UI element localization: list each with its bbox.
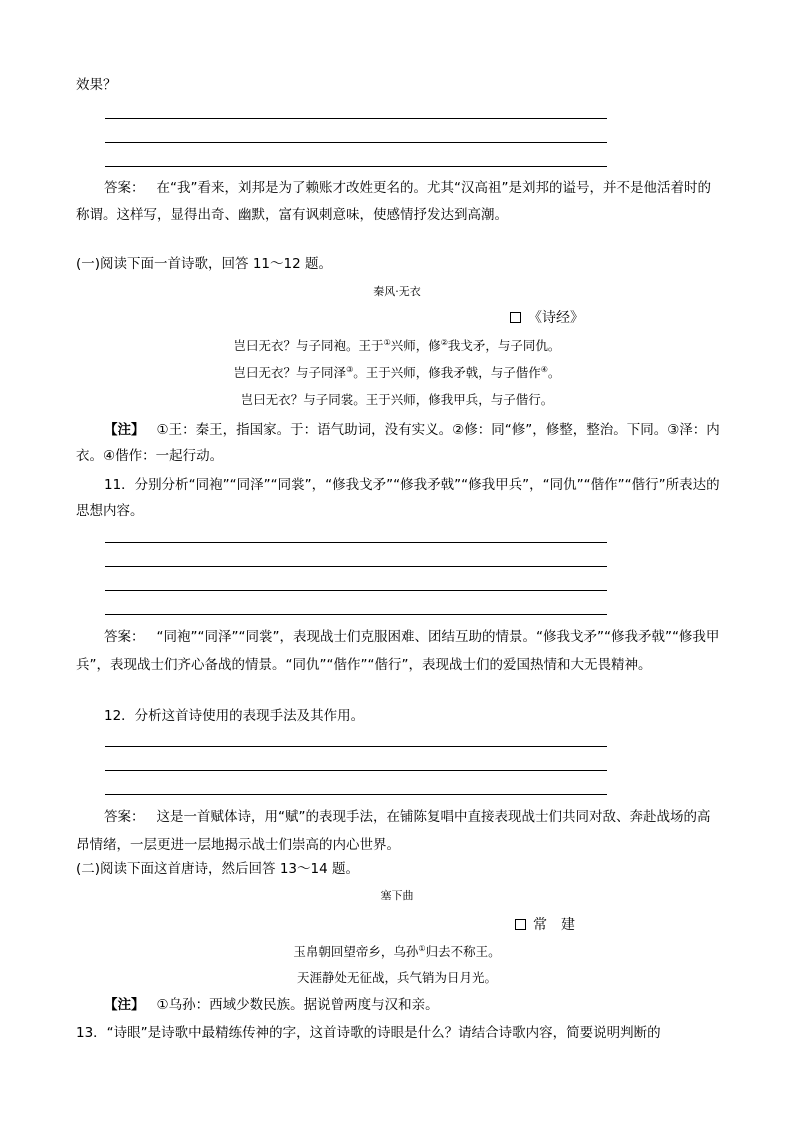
answer-line [105, 746, 607, 747]
continued-question-text: 效果？ [76, 77, 117, 93]
answer-line [105, 142, 607, 143]
q12-answer [76, 803, 722, 859]
answer-line [105, 542, 607, 543]
poem-author: 常 建 [515, 915, 575, 935]
answer-text: 这是一首赋体诗，用“赋”的表现手法，在铺陈复唱中直接表现战士们共同对敌、奔赴战场的高昂情绪，一层更进一层地揭示战士们崇高的内心世界。 [76, 809, 711, 853]
q11-answer [76, 623, 722, 679]
answer-line [105, 770, 607, 771]
answer-line [105, 566, 607, 567]
answer-label: 答案： [104, 180, 145, 196]
note-label: 【注】 [104, 997, 145, 1013]
poem-title: 塞下曲 [380, 889, 414, 902]
question-11: 11．分别分析“同袍”“同泽”“同裳”，“修我戈矛”“修我矛戟”“修我甲兵”，“同仇”“偕作”“偕行”所表达的思想内容。 [76, 477, 720, 519]
note-text: ①王：秦王，指国家。于：语气助词，没有实义。②修：同“修”，修整，整治。下同。③泽：内衣。④偕作：一起行动。 [76, 422, 720, 464]
answer-label: 答案： [104, 629, 145, 645]
poem-line: 天涯静处无征战，兵气销为日月光。 [296, 970, 497, 985]
answer-line [105, 614, 607, 615]
poem-note [76, 995, 722, 1015]
poem-title: 秦风·无衣 [373, 285, 421, 298]
answer-line [105, 590, 607, 591]
poem-author: 《诗经》 [510, 308, 584, 328]
section-2-intro: (二)阅读下面这首唐诗，然后回答 13～14 题。 [76, 861, 359, 877]
square-box-icon [515, 919, 526, 930]
answer-label: 答案： [104, 809, 145, 825]
answer-text: “同袍”“同泽”“同裳”，表现战士们克服困难、团结互助的情景。“修我戈矛”“修我矛戟”“修我甲兵”，表现战士们齐心备战的情景。“同仇”“偕作”“偕行”，表现战士们的爱国热情和大无畏精神。 [76, 629, 720, 673]
poem-note [76, 417, 722, 469]
note-label: 【注】 [104, 422, 145, 438]
q10-answer [76, 175, 722, 229]
note-text: ①乌孙：西域少数民族。据说曾两度与汉和亲。 [156, 997, 439, 1013]
poem-line: 岂曰无衣？与子同裳。王于兴师，修我甲兵，与子偕行。 [240, 392, 554, 407]
question-12: 12．分析这首诗使用的表现手法及其作用。 [104, 708, 365, 724]
poem-line: 岂曰无衣？与子同袍。王于①兴师，修②我戈矛，与子同仇。 [233, 337, 561, 353]
poem-line: 岂曰无衣？与子同泽③。王于兴师，修我矛戟，与子偕作④。 [233, 364, 561, 380]
answer-line [105, 166, 607, 167]
square-box-icon [510, 312, 521, 323]
question-13: 13．“诗眼”是诗歌中最精练传神的字，这首诗歌的诗眼是什么？请结合诗歌内容，简要说明判断的 [76, 1025, 661, 1041]
answer-line [105, 794, 607, 795]
section-1-intro: (一)阅读下面一首诗歌，回答 11～12 题。 [76, 256, 332, 272]
answer-line [105, 118, 607, 119]
poem-line: 玉帛朝回望帝乡，乌孙①归去不称王。 [293, 943, 501, 959]
answer-text: 在“我”看来，刘邦是为了赖账才改姓更名的。尤其“汉高祖”是刘邦的谥号，并不是他活着时的称谓。这样写，显得出奇、幽默，富有讽刺意味，使感情抒发达到高潮。 [76, 180, 711, 223]
